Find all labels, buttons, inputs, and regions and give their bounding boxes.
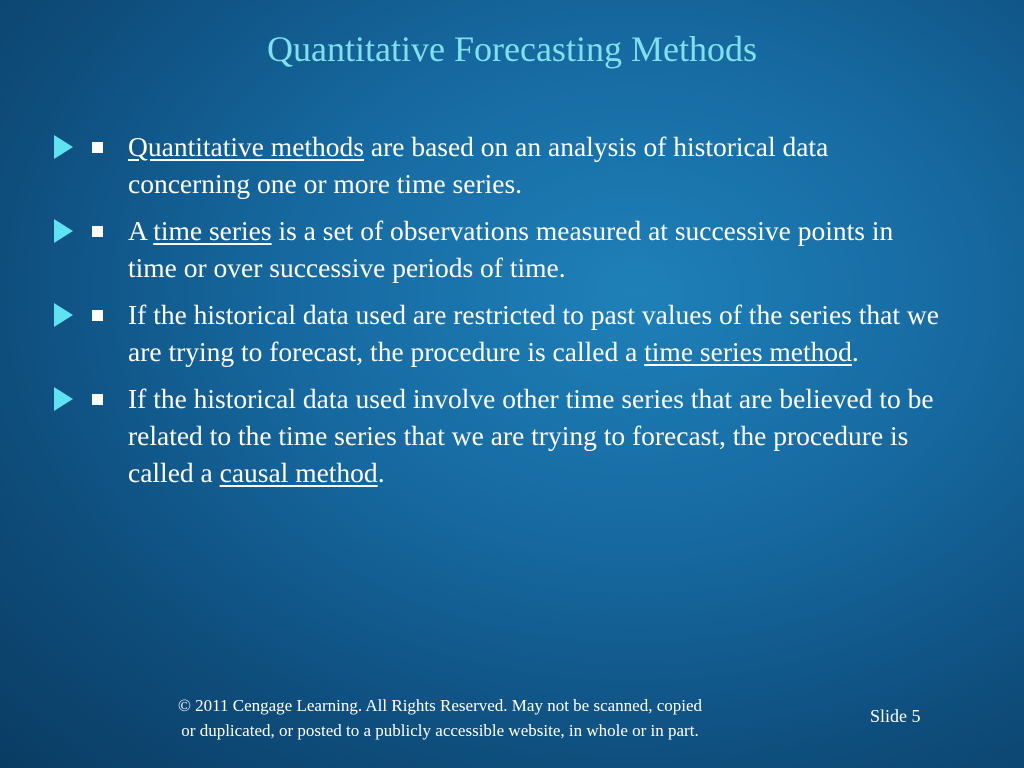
- right-triangle-icon[interactable]: [54, 219, 73, 243]
- bullet-text-after: are based on an analysis of historical data concerning one or more time series.: [128, 131, 829, 199]
- right-triangle-icon[interactable]: [54, 303, 73, 327]
- square-bullet-icon: [92, 142, 103, 153]
- footer-line: or duplicated, or posted to a publicly accessible website, in whole or in part.: [181, 721, 699, 740]
- underlined-term: causal method: [219, 457, 378, 488]
- underlined-term: time series: [153, 215, 272, 246]
- bullet-text-after: .: [377, 457, 385, 488]
- bullet-text-before: If the historical data used involve other time series that are believed to be related to the time series that we are trying to forecast, the procedure is called a: [128, 383, 934, 488]
- slide-number: Slide 5: [870, 706, 921, 726]
- copyright-footer: [60, 693, 820, 743]
- bullet-text-after: is a set of observations measured at successive points in time or over successive periods of time.: [128, 215, 894, 283]
- bullet-text-before: A: [128, 215, 154, 246]
- bullet-item: [54, 380, 944, 491]
- square-bullet-icon: [92, 226, 103, 237]
- underlined-term: time series method: [644, 336, 852, 367]
- right-triangle-icon[interactable]: [54, 387, 73, 411]
- square-bullet-icon: [92, 394, 103, 405]
- bullet-text-before: If the historical data used are restricted to past values of the series that we are trying to forecast, the procedure is called a: [128, 299, 939, 367]
- bullet-text-after: .: [851, 336, 859, 367]
- square-bullet-icon: [92, 310, 103, 321]
- bullet-list: [54, 128, 944, 491]
- bullet-item: [54, 212, 944, 286]
- footer-line: © 2011 Cengage Learning. All Rights Reserved. May not be scanned, copied: [177, 696, 703, 715]
- slide-title: Quantitative Forecasting Methods: [267, 29, 757, 69]
- right-triangle-icon[interactable]: [54, 135, 73, 159]
- underlined-term: Quantitative methods: [128, 131, 364, 162]
- bullet-item: [54, 296, 944, 370]
- bullet-item: [54, 128, 944, 202]
